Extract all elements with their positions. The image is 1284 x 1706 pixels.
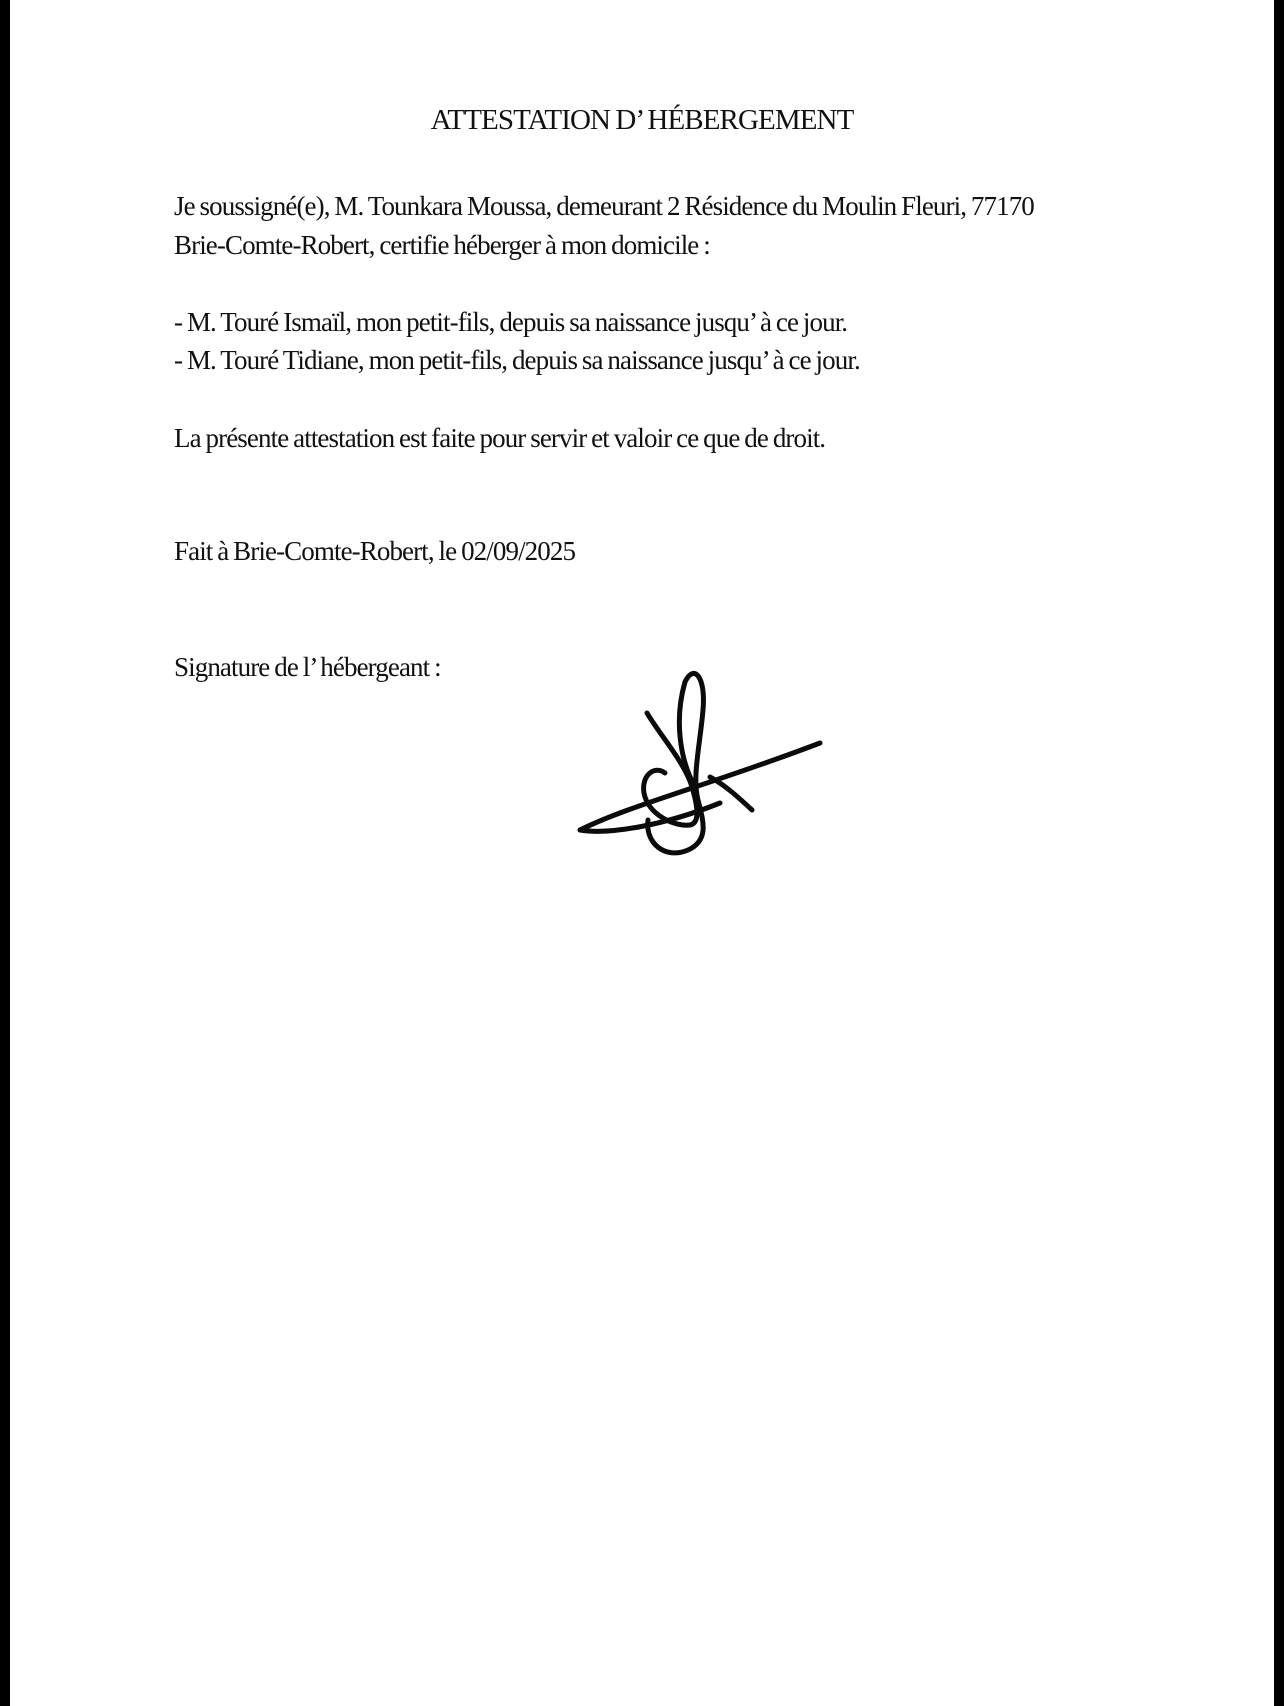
closing-statement: La présente attestation est faite pour servir et valoir ce que de droit. — [174, 423, 826, 453]
intro-line-1: Je soussigné(e), M. Tounkara Moussa, demeurant 2 Résidence du Moulin Fleuri, 77170 — [174, 191, 1034, 221]
intro-paragraph — [174, 187, 1174, 265]
document-page — [10, 0, 1274, 1706]
place-and-date: Fait à Brie-Comte-Robert, le 02/09/2025 — [174, 536, 576, 566]
hosted-person-item: - M. Touré Ismaïl, mon petit-fils, depuis sa naissance jusqu’ à ce jour. — [174, 307, 848, 337]
signature-label: Signature de l’ hébergeant : — [174, 652, 441, 682]
intro-line-2: Brie-Comte-Robert, certifie héberger à mon domicile : — [174, 230, 710, 260]
handwritten-signature — [570, 665, 830, 865]
hosted-person-item: - M. Touré Tidiane, mon petit-fils, depuis sa naissance jusqu’ à ce jour. — [174, 345, 860, 375]
document-title: ATTESTATION D’ HÉBERGEMENT — [430, 104, 854, 136]
